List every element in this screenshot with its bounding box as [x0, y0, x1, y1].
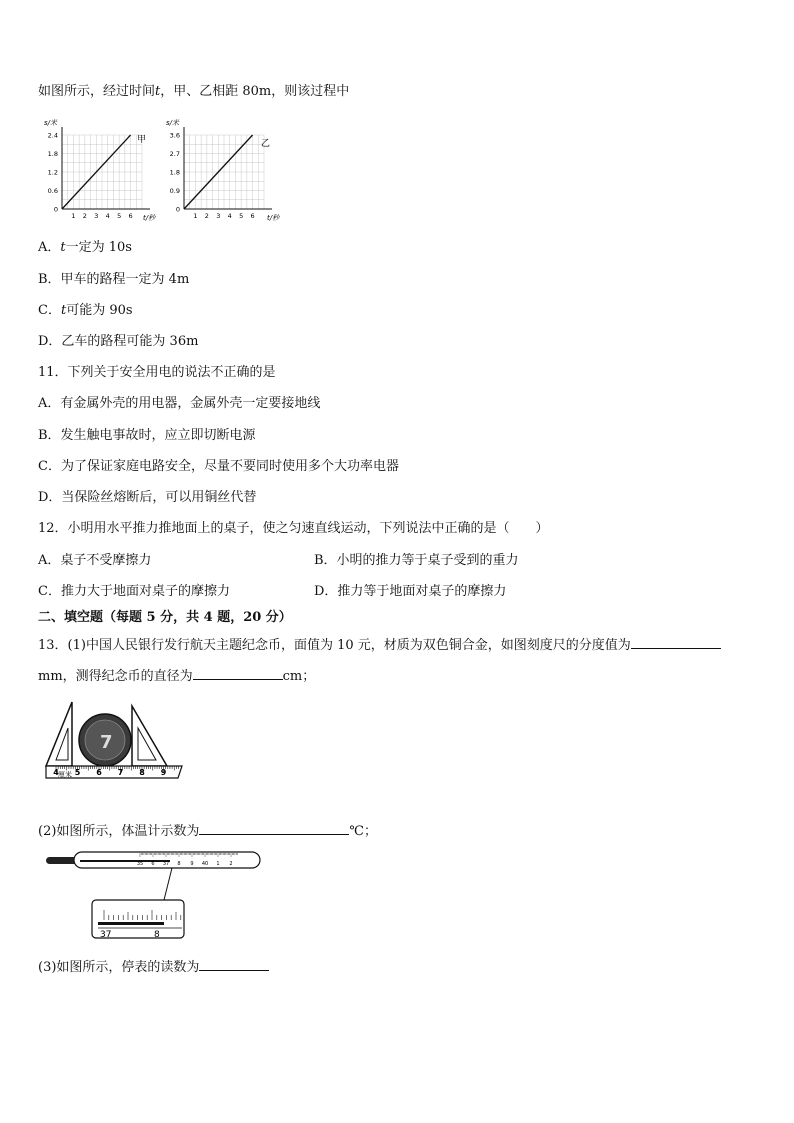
- answer-blank[interactable]: [199, 822, 349, 835]
- x-tick-label: 6: [128, 212, 133, 220]
- y-tick-label: 0: [53, 205, 58, 214]
- answer-blank[interactable]: [631, 636, 721, 649]
- question-intro: 如图所示，经过时间t，甲、乙相距 80m，则该过程中: [38, 84, 350, 99]
- q11-stem: 11．下列关于安全用电的说法不正确的是: [38, 365, 276, 380]
- var-t: t: [155, 84, 161, 99]
- x-tick-label: 4: [227, 212, 232, 220]
- thermometer-figure: [44, 848, 269, 942]
- section-heading: 二、填空题（每题 5 分，共 4 题，20 分）: [38, 610, 292, 625]
- q13-part1-line1: 13．(1)中国人民银行发行航天主题纪念币，面值为 10 元，材质为双色铜合金，如图刻度尺的分度值为: [38, 636, 721, 654]
- right-triangle: [132, 706, 167, 766]
- y-tick-label: 3.6: [169, 131, 180, 140]
- thermo-scale-number: 35: [136, 861, 144, 867]
- y-tick-label: 0.6: [47, 187, 58, 195]
- q12-option-b: B．小明的推力等于桌子受到的重力: [314, 553, 519, 568]
- q11-option-a: A．有金属外壳的用电器，金属外壳一定要接地线: [38, 396, 321, 411]
- graph-jia: [40, 116, 160, 228]
- x-tick-label: 2: [204, 212, 209, 220]
- zoom-label-8: 8: [154, 930, 160, 940]
- thermo-scale-number: 9: [190, 861, 194, 867]
- q12-option-a: A．桌子不受摩擦力: [38, 553, 152, 568]
- ruler-number: 6: [96, 768, 102, 777]
- q10-option-b: B．甲车的路程一定为 4m: [38, 272, 190, 287]
- answer-blank[interactable]: [193, 667, 283, 680]
- q12-option-c: C．推力大于地面对桌子的摩擦力: [38, 584, 230, 599]
- graph-yi: [162, 116, 287, 228]
- thermo-scale-number: 8: [177, 861, 181, 867]
- ruler-number: 9: [160, 768, 167, 777]
- q10-option-c: C．t可能为 90s: [38, 303, 133, 318]
- ruler-number: 4: [53, 768, 59, 777]
- q12-stem: 12．小明用水平推力推地面上的桌子，使之匀速直线运动，下列说法中正确的是（ ）: [38, 521, 549, 536]
- thermo-scale-number: 6: [151, 861, 155, 867]
- y-tick-label: 2.7: [169, 150, 180, 158]
- ruler-coin-figure: [42, 696, 192, 780]
- answer-blank[interactable]: [199, 958, 269, 971]
- q11-option-c: C．为了保证家庭电路安全，尽量不要同时使用多个大功率电器: [38, 459, 399, 474]
- thermo-scale-number: 2: [229, 861, 233, 867]
- x-tick-label: 5: [117, 212, 122, 220]
- ruler-unit: 厘米: [58, 771, 72, 779]
- thermo-scale-number: 37: [162, 861, 170, 867]
- thermo-scale-number: 40: [201, 861, 209, 867]
- q10-option-a: A．t一定为 10s: [38, 240, 132, 255]
- y-tick-label: 0.9: [169, 187, 180, 195]
- series-label-yi: 乙: [261, 139, 271, 149]
- ruler-number: 8: [139, 768, 145, 777]
- q11-option-b: B．发生触电事故时，应立即切断电源: [38, 428, 256, 443]
- x-tick-label: 4: [105, 212, 110, 220]
- q13-part1-line2: mm，测得纪念币的直径为 cm；: [38, 669, 316, 684]
- x-tick-label: 2: [82, 212, 87, 220]
- series-label-jia: 甲: [137, 135, 147, 145]
- x-tick-label: 1: [193, 212, 198, 220]
- y-tick-label: 0: [175, 205, 180, 214]
- q10-option-d: D．乙车的路程可能为 36m: [38, 334, 199, 349]
- x-axis-label: t/秒: [267, 214, 280, 222]
- zoom-label-37: 37: [100, 930, 112, 940]
- x-tick-label: 6: [250, 212, 255, 220]
- coin-mark: 7: [100, 732, 113, 753]
- ruler-number: 7: [117, 768, 124, 777]
- q12-option-d: D．推力等于地面对桌子的摩擦力: [314, 584, 507, 599]
- grid-lines: [62, 135, 142, 209]
- y-tick-label: 1.2: [47, 168, 58, 177]
- ruler-number: 5: [74, 768, 81, 777]
- y-axis-label: s/米: [166, 119, 180, 127]
- q11-option-d: D．当保险丝熔断后，可以用铜丝代替: [38, 490, 257, 505]
- grid-lines: [184, 135, 264, 209]
- q13-part2: (2)如图所示，体温计示数为 ℃；: [38, 824, 377, 839]
- y-tick-label: 2.4: [47, 131, 58, 140]
- y-axis-label: s/米: [44, 119, 58, 127]
- x-axis-label: t/秒: [143, 214, 156, 222]
- x-tick-label: 3: [94, 212, 99, 220]
- x-tick-label: 3: [216, 212, 221, 220]
- x-tick-label: 1: [71, 212, 76, 220]
- y-tick-label: 1.8: [169, 168, 180, 177]
- thermo-scale-number: 1: [216, 861, 220, 867]
- y-tick-label: 1.8: [47, 150, 58, 158]
- x-tick-label: 5: [239, 212, 244, 220]
- q13-part3: (3)如图所示，停表的读数为: [38, 958, 269, 976]
